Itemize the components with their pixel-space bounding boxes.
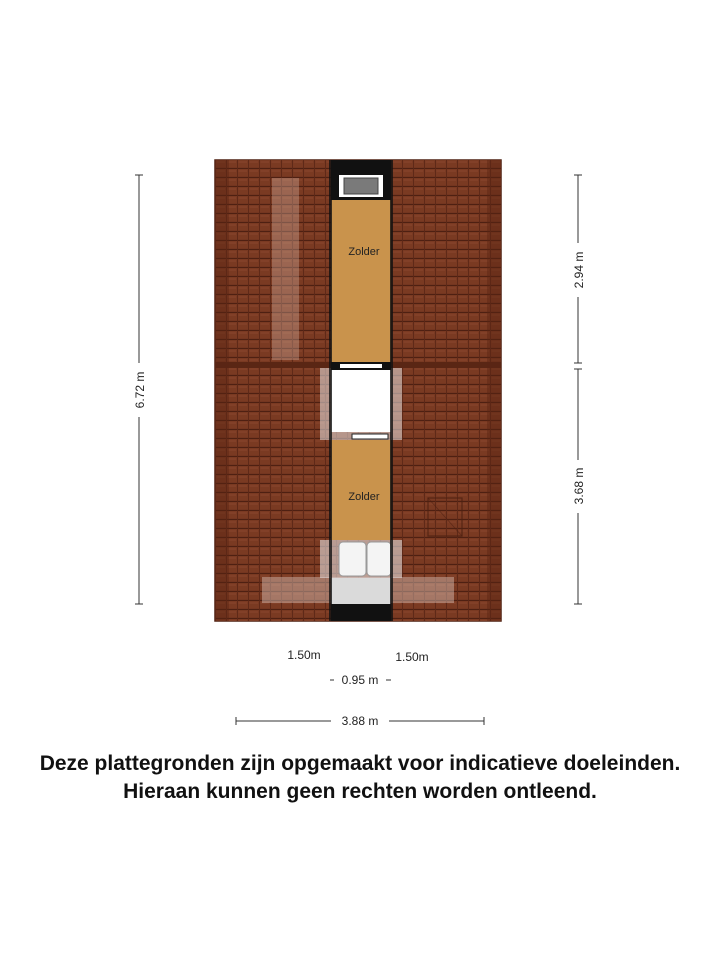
dimension-corridor-width-label: 0.95 m <box>341 673 379 687</box>
room-lower-floor <box>331 440 391 540</box>
disclaimer-line-2: Hieraan kunnen geen rechten worden ontleend. <box>123 780 597 803</box>
room-upper-floor <box>331 200 391 362</box>
dimension-total-height-label: 6.72 m <box>133 371 147 409</box>
disclaimer-line-1: Deze plattegronden zijn opgemaakt voor indicatieve doeleinden. <box>39 752 681 775</box>
stair-void <box>331 370 391 432</box>
fixture-floor <box>331 578 391 604</box>
wall-middle-top-gap <box>340 364 382 368</box>
dimension-lower-height-label: 3.68 m <box>572 467 586 505</box>
roof-window-left <box>272 178 299 360</box>
wall-bottom <box>331 604 391 621</box>
dimension-left-roof-width: 1.50m <box>287 648 321 662</box>
dimension-total-width-label: 3.88 m <box>341 714 379 728</box>
wall-corridor-right <box>390 160 393 621</box>
wall-corridor-left <box>329 160 332 621</box>
room-label-lower: Zolder <box>348 491 380 503</box>
dimension-right-roof-width: 1.50m <box>395 650 429 664</box>
dimension-upper-height-label: 2.94 m <box>572 251 586 289</box>
roof-edge-left <box>215 160 229 621</box>
fixture-1 <box>339 542 366 576</box>
fixture-2 <box>367 542 391 576</box>
roof-right <box>391 160 501 621</box>
stair-rail <box>352 434 388 439</box>
roof-window-top-glass <box>344 178 378 194</box>
roof-edge-right <box>487 160 501 621</box>
room-label-upper: Zolder <box>348 246 380 258</box>
